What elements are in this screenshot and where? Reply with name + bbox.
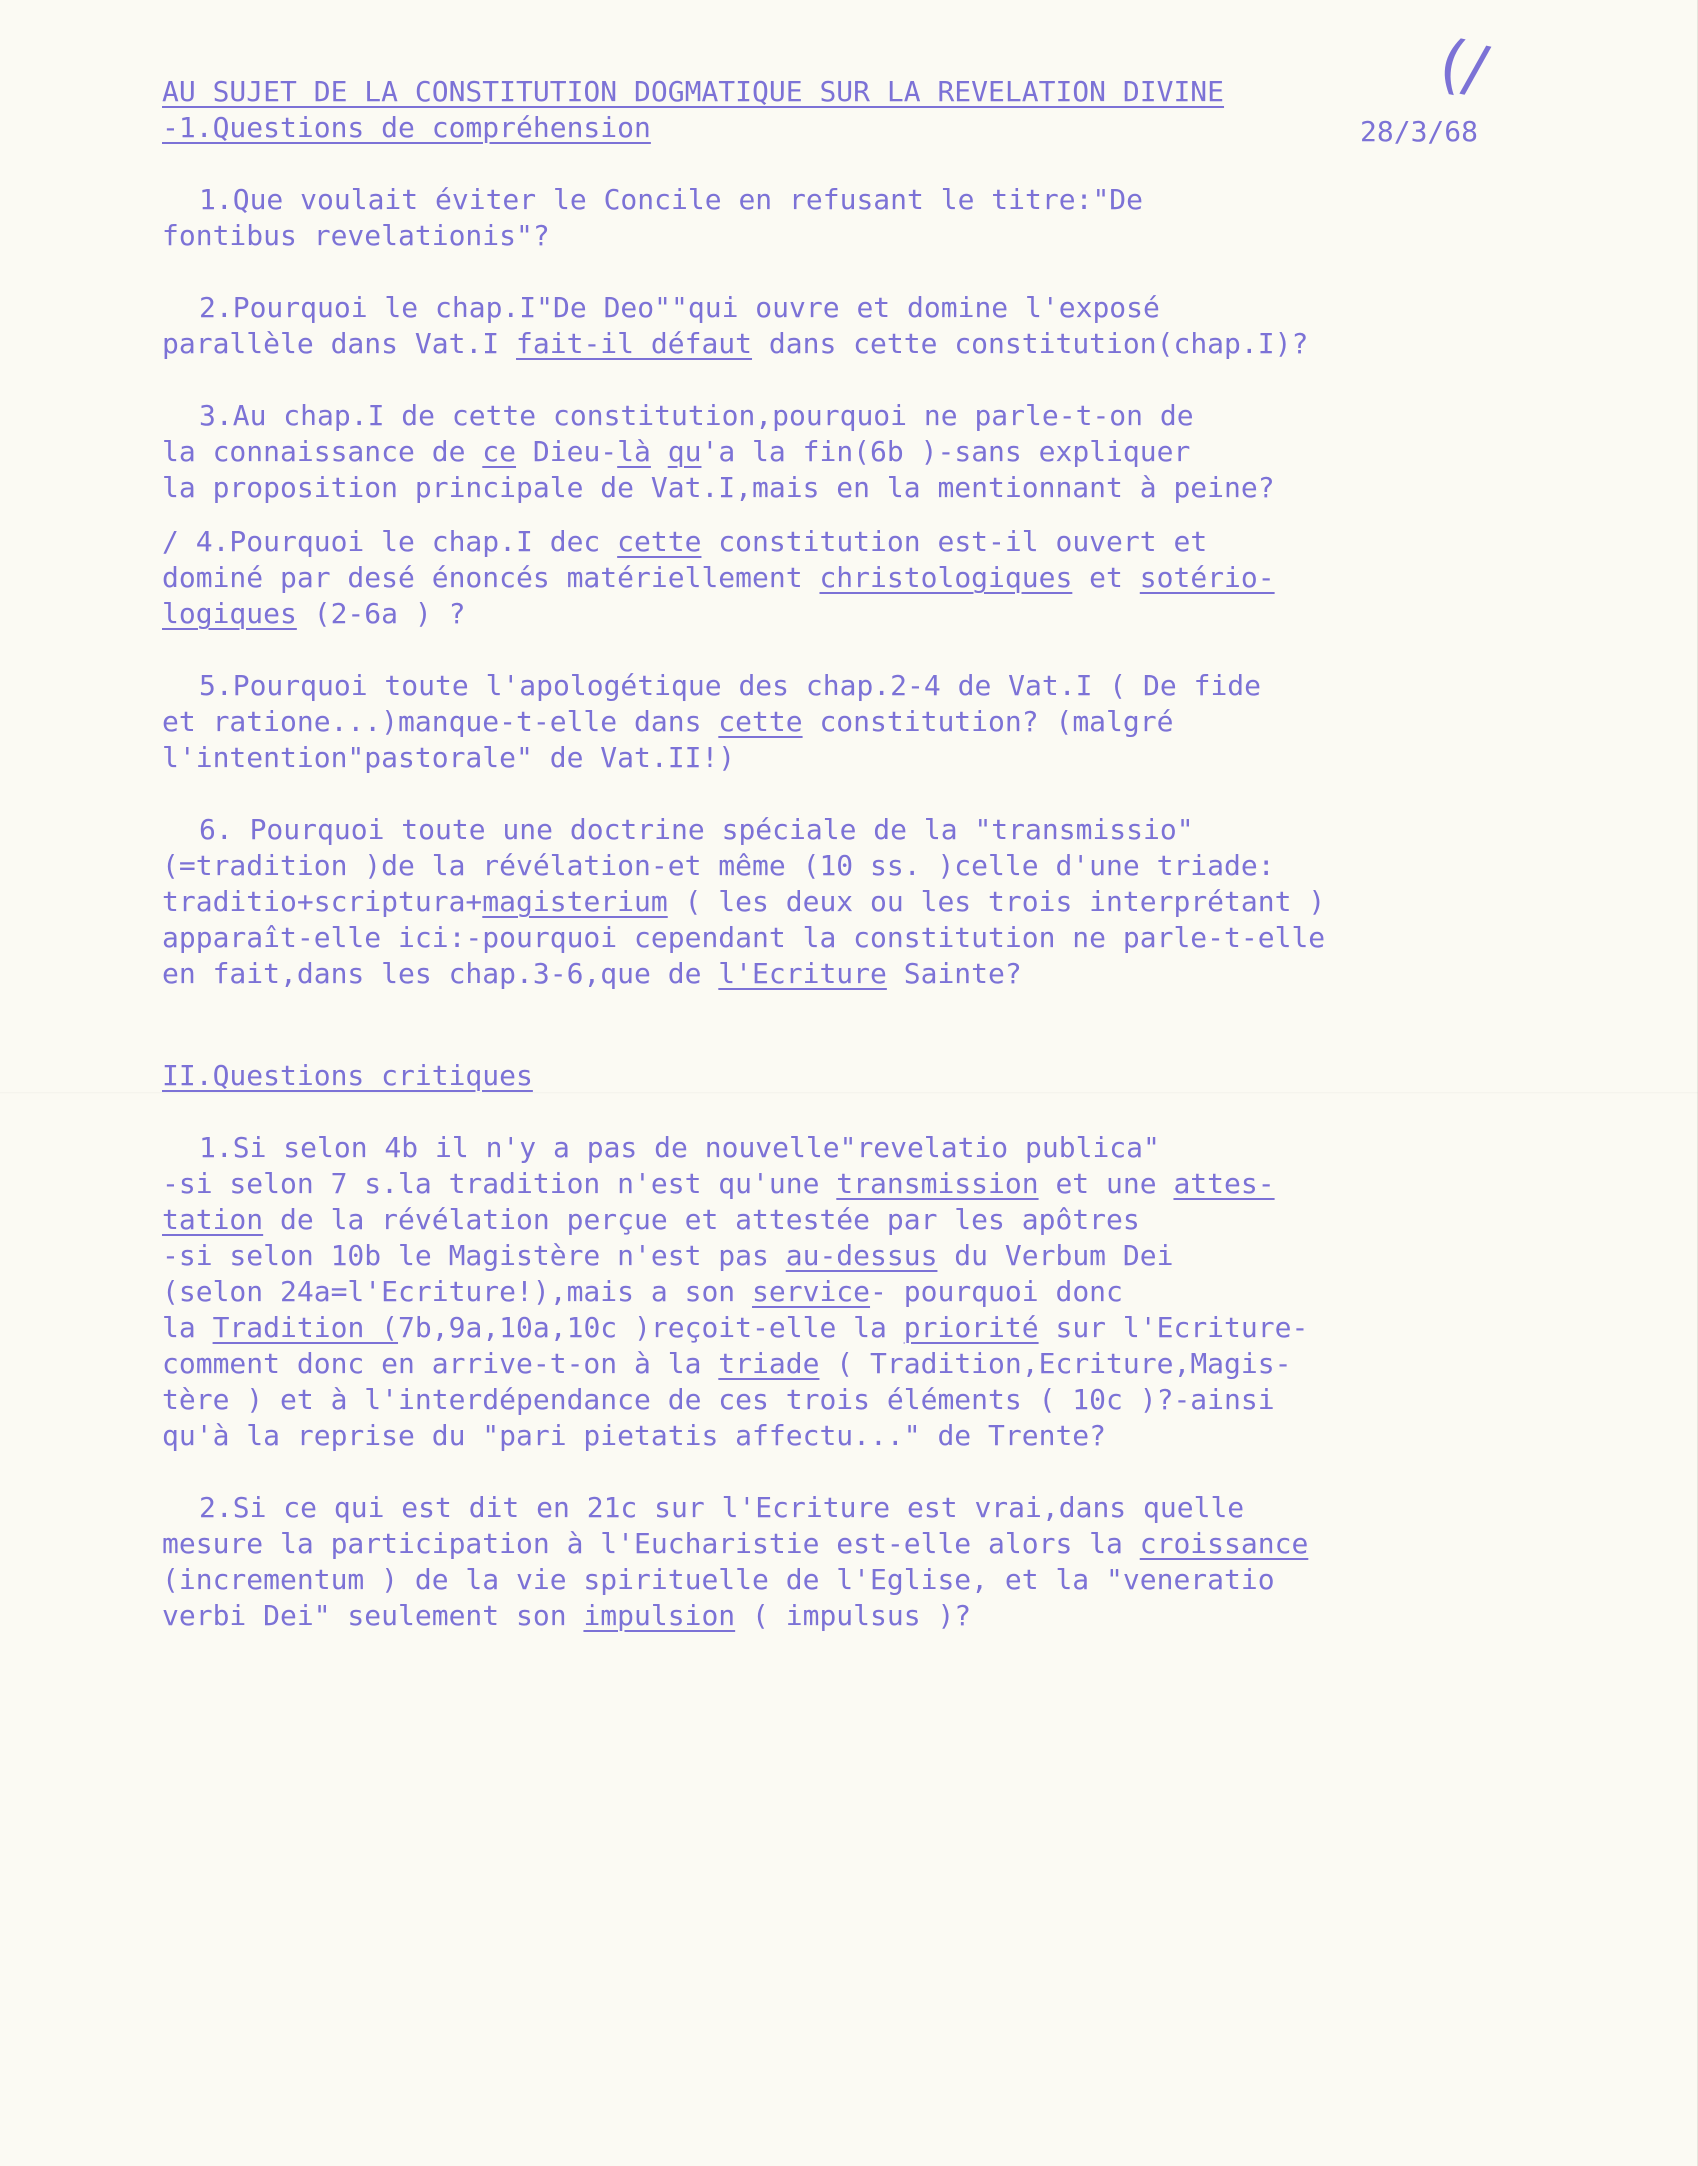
critical-1-line-3: tation de la révélation perçue et attestée par les apôtres — [162, 1203, 1140, 1236]
critical-1-line-4: -si selon 10b le Magistère n'est pas au-dessus du Verbum Dei — [162, 1239, 1174, 1272]
critical-2-line-1: 2.Si ce qui est dit en 21c sur l'Ecriture est vrai,dans quelle — [199, 1491, 1245, 1524]
question-3-line-2: la connaissance de ce Dieu-là qu'a la fin(6b )-sans expliquer — [162, 435, 1191, 468]
critical-2-line-4: verbi Dei" seulement son impulsion ( impulsus )? — [162, 1599, 972, 1632]
section-1-label: -1.Questions de compréhension — [162, 111, 651, 144]
critical-1-line-9: qu'à la reprise du "pari pietatis affectu..." de Trente? — [162, 1419, 1107, 1452]
question-5-line-1: 5.Pourquoi toute l'apologétique des chap.2-4 de Vat.I ( De fide — [199, 669, 1262, 702]
question-6-line-4: apparaît-elle ici:-pourquoi cependant la constitution ne parle-t-elle — [162, 921, 1326, 954]
question-5-line-3: l'intention"pastorale" de Vat.II!) — [162, 741, 736, 774]
critical-1-line-2: -si selon 7 s.la tradition n'est qu'une transmission et une attes- — [162, 1167, 1275, 1200]
question-6-line-3: traditio+scriptura+magisterium ( les deux ou les trois interprétant ) — [162, 885, 1326, 918]
document-title: AU SUJET DE LA CONSTITUTION DOGMATIQUE SUR LA REVELATION DIVINE — [162, 75, 1225, 108]
question-6-line-5: en fait,dans les chap.3-6,que de l'Ecriture Sainte? — [162, 957, 1022, 990]
critical-1-line-6: la Tradition (7b,9a,10a,10c )reçoit-elle la priorité sur l'Ecriture- — [162, 1311, 1309, 1344]
critical-1-line-1: 1.Si selon 4b il n'y a pas de nouvelle"revelatio publica" — [199, 1131, 1160, 1164]
question-3-line-1: 3.Au chap.I de cette constitution,pourquoi ne parle-t-on de — [199, 399, 1194, 432]
critical-1-line-7: comment donc en arrive-t-on à la triade ( Tradition,Ecriture,Magis- — [162, 1347, 1292, 1380]
question-3-line-3: la proposition principale de Vat.I,mais en la mentionnant à peine? — [162, 471, 1275, 504]
question-2-line-1: 2.Pourquoi le chap.I"De Deo""qui ouvre et domine l'exposé — [199, 291, 1160, 324]
critical-1-line-8: tère ) et à l'interdépendance de ces trois éléments ( 10c )?-ainsi — [162, 1383, 1275, 1416]
handwritten-mark: (/ — [1432, 25, 1494, 109]
section-heading-1 — [162, 110, 651, 146]
question-4-line-2: dominé par desé énoncés matériellement christologiques et sotério- — [162, 561, 1275, 594]
question-6-line-2: (=tradition )de la révélation-et même (10 ss. )celle d'une triade: — [162, 849, 1275, 882]
question-6-line-1: 6. Pourquoi toute une doctrine spéciale de la "transmissio" — [199, 813, 1194, 846]
section-heading-2: II.Questions critiques — [162, 1059, 533, 1092]
critical-1-line-5: (selon 24a=l'Ecriture!),mais a son service- pourquoi donc — [162, 1275, 1123, 1308]
question-4-line-1: / 4.Pourquoi le chap.I dec cette constitution est-il ouvert et — [162, 525, 1208, 558]
critical-2-line-2: mesure la participation à l'Eucharistie est-elle alors la croissance — [162, 1527, 1309, 1560]
document-date: 28/3/68 — [1360, 115, 1479, 148]
question-1-line-2: fontibus revelationis"? — [162, 219, 550, 252]
question-4-line-3: logiques (2-6a ) ? — [162, 597, 466, 630]
critical-2-line-3: (incrementum ) de la vie spirituelle de l'Eglise, et la "veneratio — [162, 1563, 1275, 1596]
question-1-line-1: 1.Que voulait éviter le Concile en refusant le titre:"De — [199, 183, 1144, 216]
question-2-line-2: parallèle dans Vat.I fait-il défaut dans cette constitution(chap.I)? — [162, 327, 1309, 360]
question-5-line-2: et ratione...)manque-t-elle dans cette constitution? (malgré — [162, 705, 1174, 738]
